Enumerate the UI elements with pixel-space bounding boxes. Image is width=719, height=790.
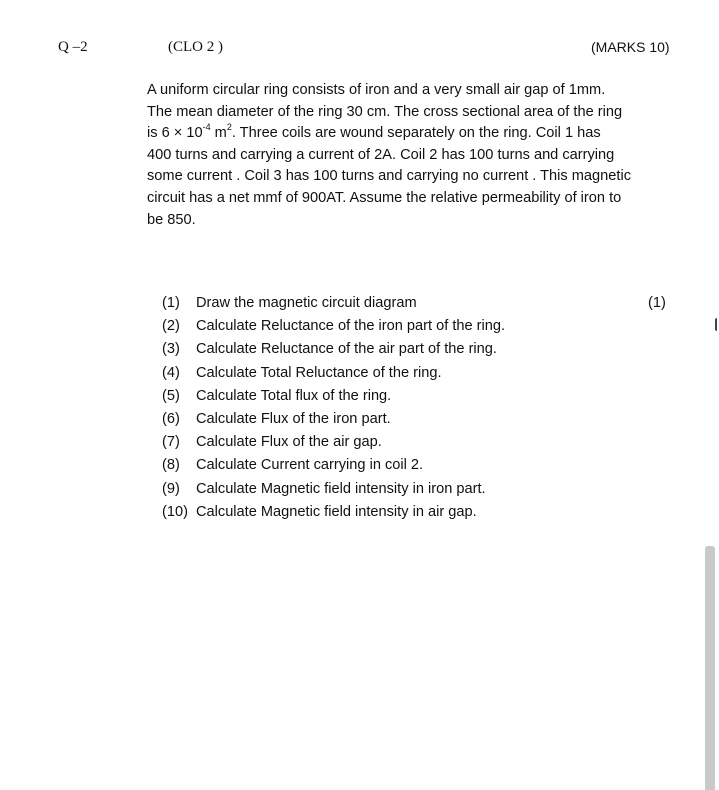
task-number: (2) <box>162 318 180 335</box>
task-mark: (1) <box>648 295 666 311</box>
problem-line: The mean diameter of the ring 30 cm. The cross sectional area of the ring <box>147 103 623 120</box>
task-number: (8) <box>162 457 180 474</box>
task-text: Calculate Magnetic field intensity in iron part. <box>196 480 486 497</box>
exponent: -4 <box>202 122 211 133</box>
task-list <box>162 292 682 524</box>
task-number: (6) <box>162 411 180 428</box>
task-text: Calculate Flux of the iron part. <box>196 411 391 428</box>
task-item <box>162 431 682 454</box>
problem-line: be 850. <box>147 211 196 228</box>
clo-label: (CLO 2 ) <box>168 39 223 55</box>
task-text: Calculate Current carrying in coil 2. <box>196 457 424 474</box>
task-number: (7) <box>162 434 180 451</box>
task-item <box>162 454 682 477</box>
task-number: (3) <box>162 341 180 358</box>
problem-text: is 6 × 10 <box>147 125 203 142</box>
scrollbar[interactable] <box>705 546 715 790</box>
problem-text: . Three coils are wound separately on the ring. Coil 1 has <box>231 125 601 142</box>
task-item <box>162 338 682 361</box>
task-text: Calculate Magnetic field intensity in air gap. <box>196 503 477 520</box>
task-text: Draw the magnetic circuit diagram <box>196 295 417 311</box>
problem-line: A uniform circular ring consists of iron and a very small air gap of 1mm. <box>147 82 606 98</box>
task-text: Calculate Reluctance of the iron part of the ring. <box>196 318 506 335</box>
task-item <box>162 315 682 338</box>
task-item <box>162 292 682 315</box>
task-number: (4) <box>162 364 180 381</box>
task-item <box>162 362 682 385</box>
exponent: 2 <box>226 122 232 133</box>
task-item <box>162 408 682 431</box>
task-number: (10) <box>162 503 188 520</box>
task-item <box>162 478 682 501</box>
problem-text: m <box>210 125 227 142</box>
question-number: Q –2 <box>58 39 88 55</box>
task-text: Calculate Reluctance of the air part of the ring. <box>196 341 497 358</box>
problem-line: 400 turns and carrying a current of 2A. Coil 2 has 100 turns and carrying <box>147 146 615 163</box>
task-text: Calculate Total flux of the ring. <box>196 387 392 404</box>
task-number: (5) <box>162 387 180 404</box>
task-text: Calculate Total Reluctance of the ring. <box>196 364 442 381</box>
edge-bracket-mark <box>715 318 719 331</box>
task-item <box>162 501 682 524</box>
problem-line: circuit has a net mmf of 900AT. Assume the relative permeability of iron to <box>147 189 622 206</box>
problem-line: some current . Coil 3 has 100 turns and carrying no current . This magnetic <box>147 168 631 185</box>
problem-line <box>147 123 692 145</box>
problem-statement <box>147 80 692 231</box>
task-text: Calculate Flux of the air gap. <box>196 434 382 451</box>
task-number: (9) <box>162 480 180 497</box>
task-item <box>162 385 682 408</box>
marks-label: (MARKS 10) <box>591 39 670 55</box>
task-number: (1) <box>162 295 180 311</box>
